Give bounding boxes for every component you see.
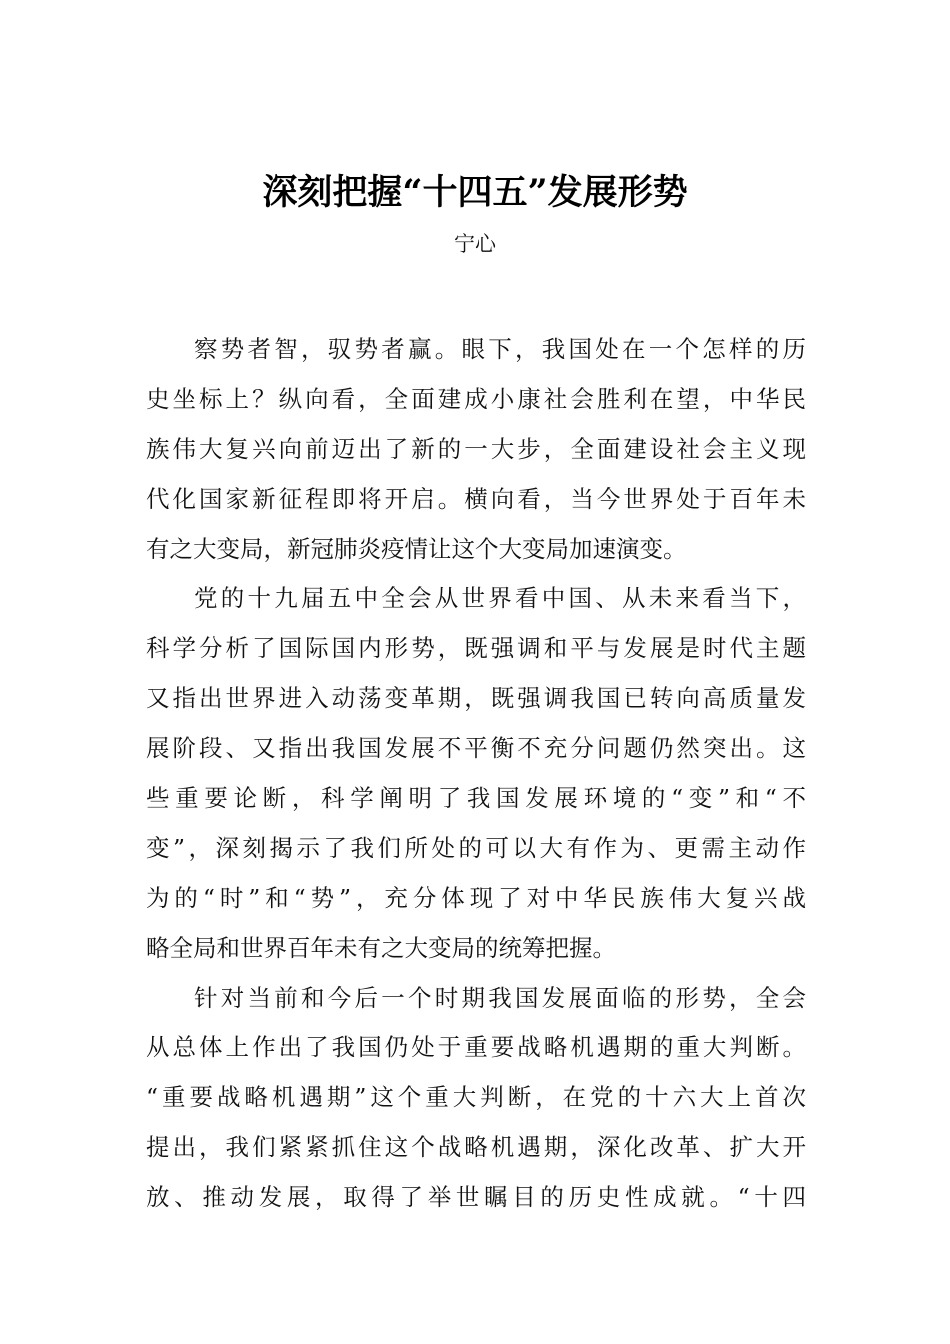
body-line: 展阶段、又指出我国发展不平衡不充分问题仍然突出。这 <box>146 734 806 763</box>
body-line: 又指出世界进入动荡变革期，既强调我国已转向高质量发 <box>146 684 806 713</box>
body-line: 针对当前和今后一个时期我国发展面临的形势，全会 <box>194 983 806 1012</box>
body-line: 变”，深刻揭示了我们所处的可以大有作为、更需主动作 <box>146 833 806 862</box>
body-line: 从总体上作出了我国仍处于重要战略机遇期的重大判断。 <box>146 1033 806 1062</box>
document-author: 宁心 <box>454 232 496 256</box>
body-line: 略全局和世界百年未有之大变局的统筹把握。 <box>146 933 616 962</box>
document-body <box>146 325 806 1223</box>
body-line: 科学分析了国际国内形势，既强调和平与发展是时代主题 <box>146 634 806 663</box>
body-line: 放、推动发展，取得了举世瞩目的历史性成就。“十四 <box>146 1183 806 1212</box>
document-title: 深刻把握“十四五”发展形势 <box>262 172 688 213</box>
body-line: 些重要论断，科学阐明了我国发展环境的“变”和“不 <box>146 784 806 813</box>
body-line: 党的十九届五中全会从世界看中国、从未来看当下， <box>194 584 806 613</box>
body-line: 为的“时”和“势”，充分体现了对中华民族伟大复兴战 <box>146 883 806 912</box>
body-line: “重要战略机遇期”这个重大判断，在党的十六大上首次 <box>146 1083 806 1112</box>
body-line: 察势者智，驭势者赢。眼下，我国处在一个怎样的历 <box>194 335 806 363</box>
body-line: 族伟大复兴向前迈出了新的一大步，全面建设社会主义现 <box>146 434 806 463</box>
body-line: 提出，我们紧紧抓住这个战略机遇期，深化改革、扩大开 <box>146 1133 806 1162</box>
body-line: 代化国家新征程即将开启。横向看，当今世界处于百年未 <box>146 484 806 513</box>
body-line: 有之大变局，新冠肺炎疫情让这个大变局加速演变。 <box>146 534 687 563</box>
body-line: 史坐标上？纵向看，全面建成小康社会胜利在望，中华民 <box>146 384 806 413</box>
